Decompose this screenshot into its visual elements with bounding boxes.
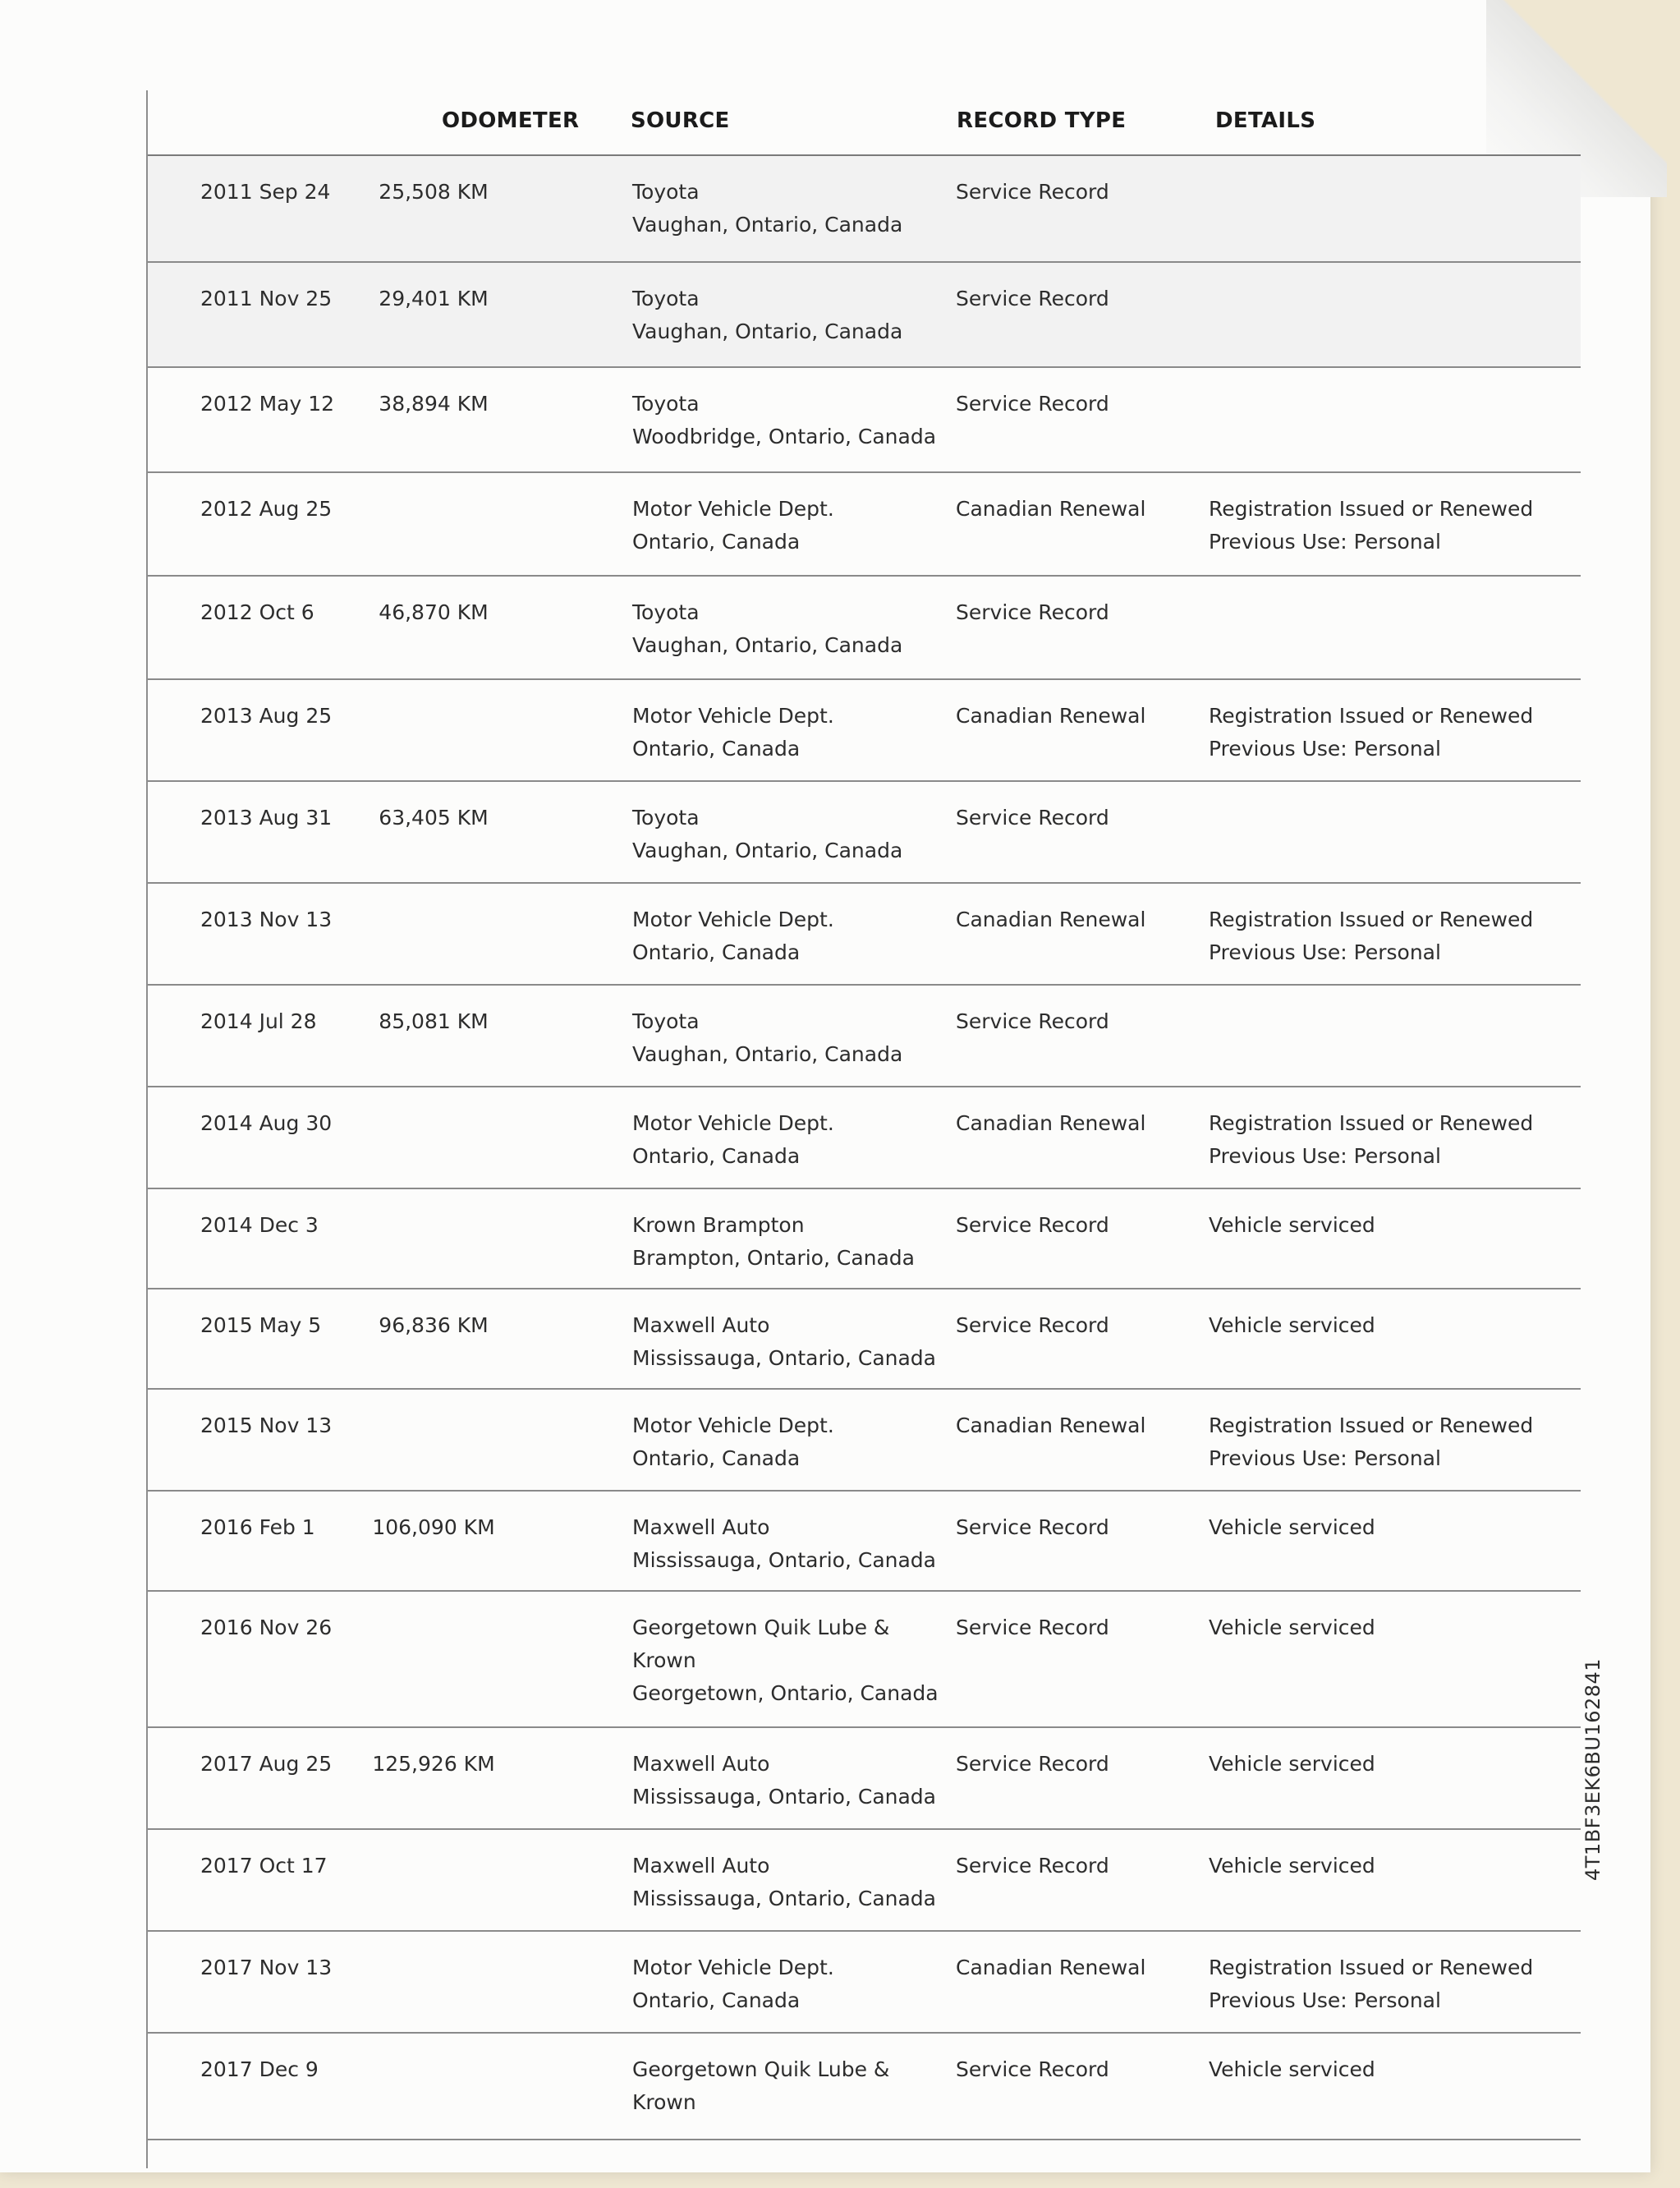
- header-record-type: RECORD TYPE: [957, 108, 1127, 133]
- source-line: Maxwell Auto: [632, 1313, 770, 1337]
- record-date: 2011 Sep 24: [200, 180, 331, 204]
- record-date: 2011 Nov 25: [200, 287, 333, 310]
- table-row: [148, 368, 1581, 473]
- table-body: [148, 156, 1581, 2140]
- table-row: [148, 1189, 1581, 1289]
- record-type: Service Record: [956, 600, 1109, 624]
- record-type: Service Record: [956, 1752, 1109, 1776]
- record-type: Service Record: [956, 2057, 1109, 2081]
- record-source: [632, 1107, 834, 1173]
- record-details: [1209, 1850, 1375, 1882]
- source-line: Motor Vehicle Dept.: [632, 908, 834, 931]
- record-details: [1209, 1611, 1375, 1644]
- source-line: Toyota: [632, 287, 700, 310]
- record-date: 2017 Oct 17: [200, 1854, 328, 1878]
- record-date: 2012 Aug 25: [200, 497, 333, 521]
- table-row: [148, 1728, 1581, 1830]
- record-source: [632, 1951, 834, 2017]
- table-row: [148, 1492, 1581, 1592]
- record-type: Canadian Renewal: [956, 497, 1146, 521]
- source-line: Krown: [632, 1648, 696, 1672]
- record-type: Canadian Renewal: [956, 1956, 1146, 1979]
- record-source: [632, 1209, 915, 1275]
- source-line: Maxwell Auto: [632, 1854, 770, 1878]
- odometer-value: 85,081 KM: [379, 1009, 489, 1033]
- details-line: Vehicle serviced: [1209, 1313, 1375, 1337]
- record-details: [1209, 1209, 1375, 1242]
- record-type: Service Record: [956, 1854, 1109, 1878]
- record-details: [1209, 1107, 1533, 1173]
- source-line: Ontario, Canada: [632, 1144, 801, 1168]
- details-line: Vehicle serviced: [1209, 2057, 1375, 2081]
- source-line: Motor Vehicle Dept.: [632, 1111, 834, 1135]
- record-source: [632, 1850, 936, 1915]
- table-row: [148, 473, 1581, 577]
- odometer-value: 63,405 KM: [379, 806, 489, 830]
- table-row: [148, 1087, 1581, 1189]
- source-line: Mississauga, Ontario, Canada: [632, 1887, 936, 1910]
- source-line: Georgetown, Ontario, Canada: [632, 1681, 939, 1705]
- table-header: [148, 90, 1581, 156]
- table-row: [148, 986, 1581, 1087]
- details-line: Previous Use: Personal: [1209, 1446, 1441, 1470]
- details-line: Registration Issued or Renewed: [1209, 1956, 1534, 1979]
- source-line: Toyota: [632, 1009, 700, 1033]
- record-source: [632, 1511, 936, 1577]
- record-date: 2012 Oct 6: [200, 600, 314, 624]
- odometer-value: 38,894 KM: [379, 392, 489, 416]
- vin-label: 4T1BF3EK6BU162841: [1581, 1657, 1604, 1881]
- source-line: Maxwell Auto: [632, 1515, 770, 1539]
- details-line: Registration Issued or Renewed: [1209, 704, 1534, 728]
- record-date: 2014 Aug 30: [200, 1111, 333, 1135]
- source-line: Maxwell Auto: [632, 1752, 770, 1776]
- source-line: Vaughan, Ontario, Canada: [632, 1042, 903, 1066]
- record-type: Canadian Renewal: [956, 908, 1146, 931]
- record-date: 2015 May 5: [200, 1313, 322, 1337]
- details-line: Previous Use: Personal: [1209, 530, 1441, 554]
- record-type: Service Record: [956, 287, 1109, 310]
- source-line: Ontario, Canada: [632, 1446, 801, 1470]
- record-source: [632, 1748, 936, 1813]
- odometer-value: 96,836 KM: [379, 1313, 489, 1337]
- record-source: [632, 1309, 936, 1375]
- record-type: Canadian Renewal: [956, 1413, 1146, 1437]
- table-row: [148, 1289, 1581, 1390]
- record-source: [632, 802, 902, 867]
- record-date: 2013 Aug 25: [200, 704, 333, 728]
- odometer-value: 25,508 KM: [379, 180, 489, 204]
- record-type: Service Record: [956, 1616, 1109, 1639]
- header-source: SOURCE: [631, 108, 730, 133]
- table-row: [148, 1390, 1581, 1492]
- odometer-value: 106,090 KM: [372, 1515, 495, 1539]
- header-odometer: ODOMETER: [442, 108, 580, 133]
- table-row: [148, 577, 1581, 680]
- record-type: Service Record: [956, 1009, 1109, 1033]
- table-row: [148, 680, 1581, 782]
- record-source: [632, 1409, 834, 1475]
- table-row: [148, 884, 1581, 986]
- table-row: [148, 263, 1581, 368]
- record-details: [1209, 1409, 1533, 1475]
- details-line: Vehicle serviced: [1209, 1752, 1375, 1776]
- details-line: Registration Issued or Renewed: [1209, 1111, 1534, 1135]
- record-date: 2017 Dec 9: [200, 2057, 319, 2081]
- source-line: Toyota: [632, 180, 700, 204]
- source-line: Mississauga, Ontario, Canada: [632, 1346, 936, 1370]
- details-line: Registration Issued or Renewed: [1209, 1413, 1534, 1437]
- table-row: [148, 1592, 1581, 1728]
- record-details: [1209, 1511, 1375, 1544]
- source-line: Motor Vehicle Dept.: [632, 1956, 834, 1979]
- record-type: Service Record: [956, 1515, 1109, 1539]
- table-row: [148, 1830, 1581, 1932]
- source-line: Woodbridge, Ontario, Canada: [632, 425, 937, 448]
- source-line: Georgetown Quik Lube &: [632, 1616, 890, 1639]
- odometer-value: 29,401 KM: [379, 287, 489, 310]
- record-date: 2017 Aug 25: [200, 1752, 333, 1776]
- record-details: [1209, 1951, 1533, 2017]
- record-date: 2012 May 12: [200, 392, 335, 416]
- details-line: Registration Issued or Renewed: [1209, 497, 1534, 521]
- record-type: Service Record: [956, 180, 1109, 204]
- record-type: Service Record: [956, 806, 1109, 830]
- source-line: Mississauga, Ontario, Canada: [632, 1785, 936, 1809]
- source-line: Georgetown Quik Lube &: [632, 2057, 890, 2081]
- source-line: Vaughan, Ontario, Canada: [632, 213, 903, 237]
- details-line: Previous Use: Personal: [1209, 737, 1441, 761]
- source-line: Vaughan, Ontario, Canada: [632, 319, 903, 343]
- record-details: [1209, 700, 1533, 765]
- table-row: [148, 1932, 1581, 2034]
- record-source: [632, 493, 834, 558]
- record-details: [1209, 1748, 1375, 1781]
- details-line: Previous Use: Personal: [1209, 1144, 1441, 1168]
- record-type: Canadian Renewal: [956, 1111, 1146, 1135]
- source-line: Motor Vehicle Dept.: [632, 1413, 834, 1437]
- odometer-value: 46,870 KM: [379, 600, 489, 624]
- record-type: Service Record: [956, 1313, 1109, 1337]
- source-line: Mississauga, Ontario, Canada: [632, 1548, 936, 1572]
- record-details: [1209, 493, 1533, 558]
- record-source: [632, 2053, 889, 2119]
- source-line: Toyota: [632, 392, 700, 416]
- source-line: Ontario, Canada: [632, 737, 801, 761]
- record-date: 2013 Nov 13: [200, 908, 333, 931]
- source-line: Krown: [632, 2090, 696, 2114]
- details-line: Vehicle serviced: [1209, 1616, 1375, 1639]
- record-details: [1209, 1309, 1375, 1342]
- odometer-value: 125,926 KM: [372, 1752, 495, 1776]
- header-details: DETAILS: [1215, 108, 1316, 133]
- record-date: 2016 Feb 1: [200, 1515, 315, 1539]
- record-date: 2014 Dec 3: [200, 1213, 319, 1237]
- record-date: 2016 Nov 26: [200, 1616, 333, 1639]
- record-source: [632, 283, 902, 348]
- source-line: Krown Brampton: [632, 1213, 805, 1237]
- record-source: [632, 596, 902, 662]
- details-line: Previous Use: Personal: [1209, 940, 1441, 964]
- source-line: Toyota: [632, 600, 700, 624]
- vehicle-history-table: [146, 90, 1581, 2168]
- record-date: 2013 Aug 31: [200, 806, 333, 830]
- source-line: Vaughan, Ontario, Canada: [632, 633, 903, 657]
- record-source: [632, 176, 902, 241]
- details-line: Previous Use: Personal: [1209, 1988, 1441, 2012]
- record-source: [632, 903, 834, 969]
- record-date: 2017 Nov 13: [200, 1956, 333, 1979]
- record-source: [632, 1611, 939, 1710]
- source-line: Toyota: [632, 806, 700, 830]
- record-details: [1209, 903, 1533, 969]
- details-line: Vehicle serviced: [1209, 1515, 1375, 1539]
- table-row: [148, 782, 1581, 884]
- details-line: Registration Issued or Renewed: [1209, 908, 1534, 931]
- table-row: [148, 156, 1581, 263]
- record-type: Canadian Renewal: [956, 704, 1146, 728]
- source-line: Motor Vehicle Dept.: [632, 704, 834, 728]
- source-line: Ontario, Canada: [632, 1988, 801, 2012]
- record-details: [1209, 2053, 1375, 2086]
- record-source: [632, 388, 936, 453]
- record-source: [632, 700, 834, 765]
- source-line: Vaughan, Ontario, Canada: [632, 839, 903, 862]
- source-line: Ontario, Canada: [632, 940, 801, 964]
- details-line: Vehicle serviced: [1209, 1854, 1375, 1878]
- source-line: Ontario, Canada: [632, 530, 801, 554]
- details-line: Vehicle serviced: [1209, 1213, 1375, 1237]
- source-line: Motor Vehicle Dept.: [632, 497, 834, 521]
- record-date: 2015 Nov 13: [200, 1413, 333, 1437]
- record-date: 2014 Jul 28: [200, 1009, 317, 1033]
- record-type: Service Record: [956, 392, 1109, 416]
- source-line: Brampton, Ontario, Canada: [632, 1246, 915, 1270]
- table-row: [148, 2034, 1581, 2140]
- record-source: [632, 1005, 902, 1071]
- record-type: Service Record: [956, 1213, 1109, 1237]
